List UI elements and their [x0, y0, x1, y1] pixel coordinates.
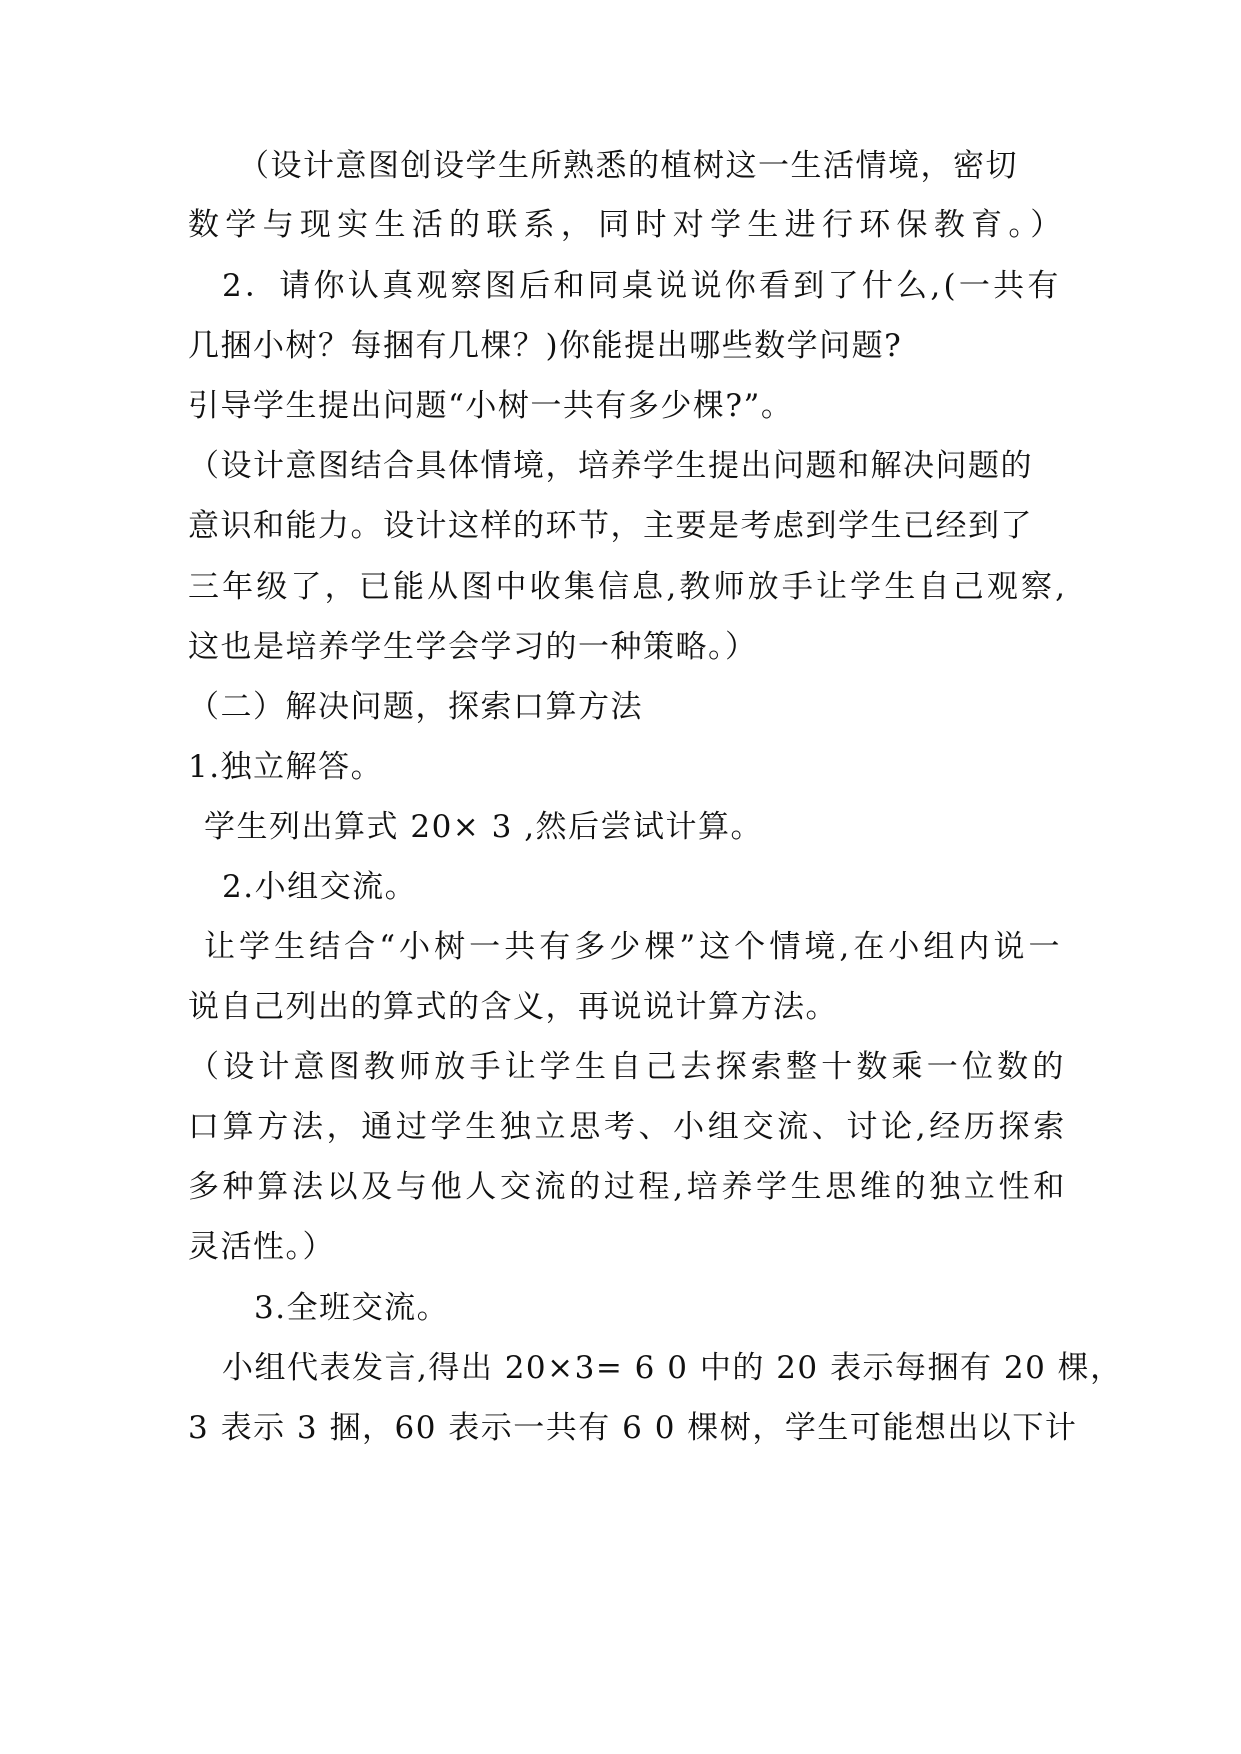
text-line-4: 几捆小树？每捆有几棵？)你能提出哪些数学问题? [188, 328, 903, 364]
text-line-13: 2.小组交流。 [222, 869, 418, 905]
text-line-9: 这也是培养学生学会学习的一种策略。） [188, 629, 758, 665]
section-heading: （二）解决问题，探索口算方法 [188, 689, 643, 725]
text-line-6: （设计意图结合具体情境，培养学生提出问题和解决问题的 [188, 448, 1033, 484]
text-line-14: 让学生结合“小树一共有多少棵”这个情境,在小组内说一 [204, 929, 1064, 965]
text-line-1: （设计意图创设学生所熟悉的植树这一生活情境，密切 [238, 148, 1018, 184]
text-line-5: 引导学生提出问题“小树一共有多少棵?”。 [188, 388, 794, 424]
text-line-8: 三年级了，已能从图中收集信息,教师放手让学生自己观察, [188, 569, 1069, 605]
text-line-16: （设计意图教师放手让学生自己去探索整十数乘一位数的 [188, 1049, 1068, 1085]
text-line-21: 小组代表发言,得出 20×3= 6 0 中的 20 表示每捆有 20 棵， [222, 1350, 1123, 1386]
text-line-12: 学生列出算式 20× 3 ,然后尝试计算。 [204, 809, 764, 845]
text-line-11: 1.独立解答。 [188, 749, 384, 785]
text-line-15: 说自己列出的算式的含义，再说说计算方法。 [188, 989, 838, 1025]
text-line-3: 2．请你认真观察图后和同桌说说你看到了什么,(一共有 [222, 268, 1062, 304]
text-line-7: 意识和能力。设计这样的环节，主要是考虑到学生已经到了 [188, 508, 1033, 544]
text-line-19: 灵活性。） [188, 1229, 335, 1265]
text-line-22: 3 表示 3 捆，60 表示一共有 6 0 棵树，学生可能想出以下计 [188, 1410, 1078, 1446]
text-line-20: 3.全班交流。 [254, 1290, 450, 1326]
text-line-2: 数学与现实生活的联系，同时对学生进行环保教育。） [188, 207, 1068, 243]
text-line-17: 口算方法，通过学生独立思考、小组交流、讨论,经历探索 [188, 1109, 1068, 1145]
text-line-18: 多种算法以及与他人交流的过程,培养学生思维的独立性和 [188, 1169, 1068, 1205]
